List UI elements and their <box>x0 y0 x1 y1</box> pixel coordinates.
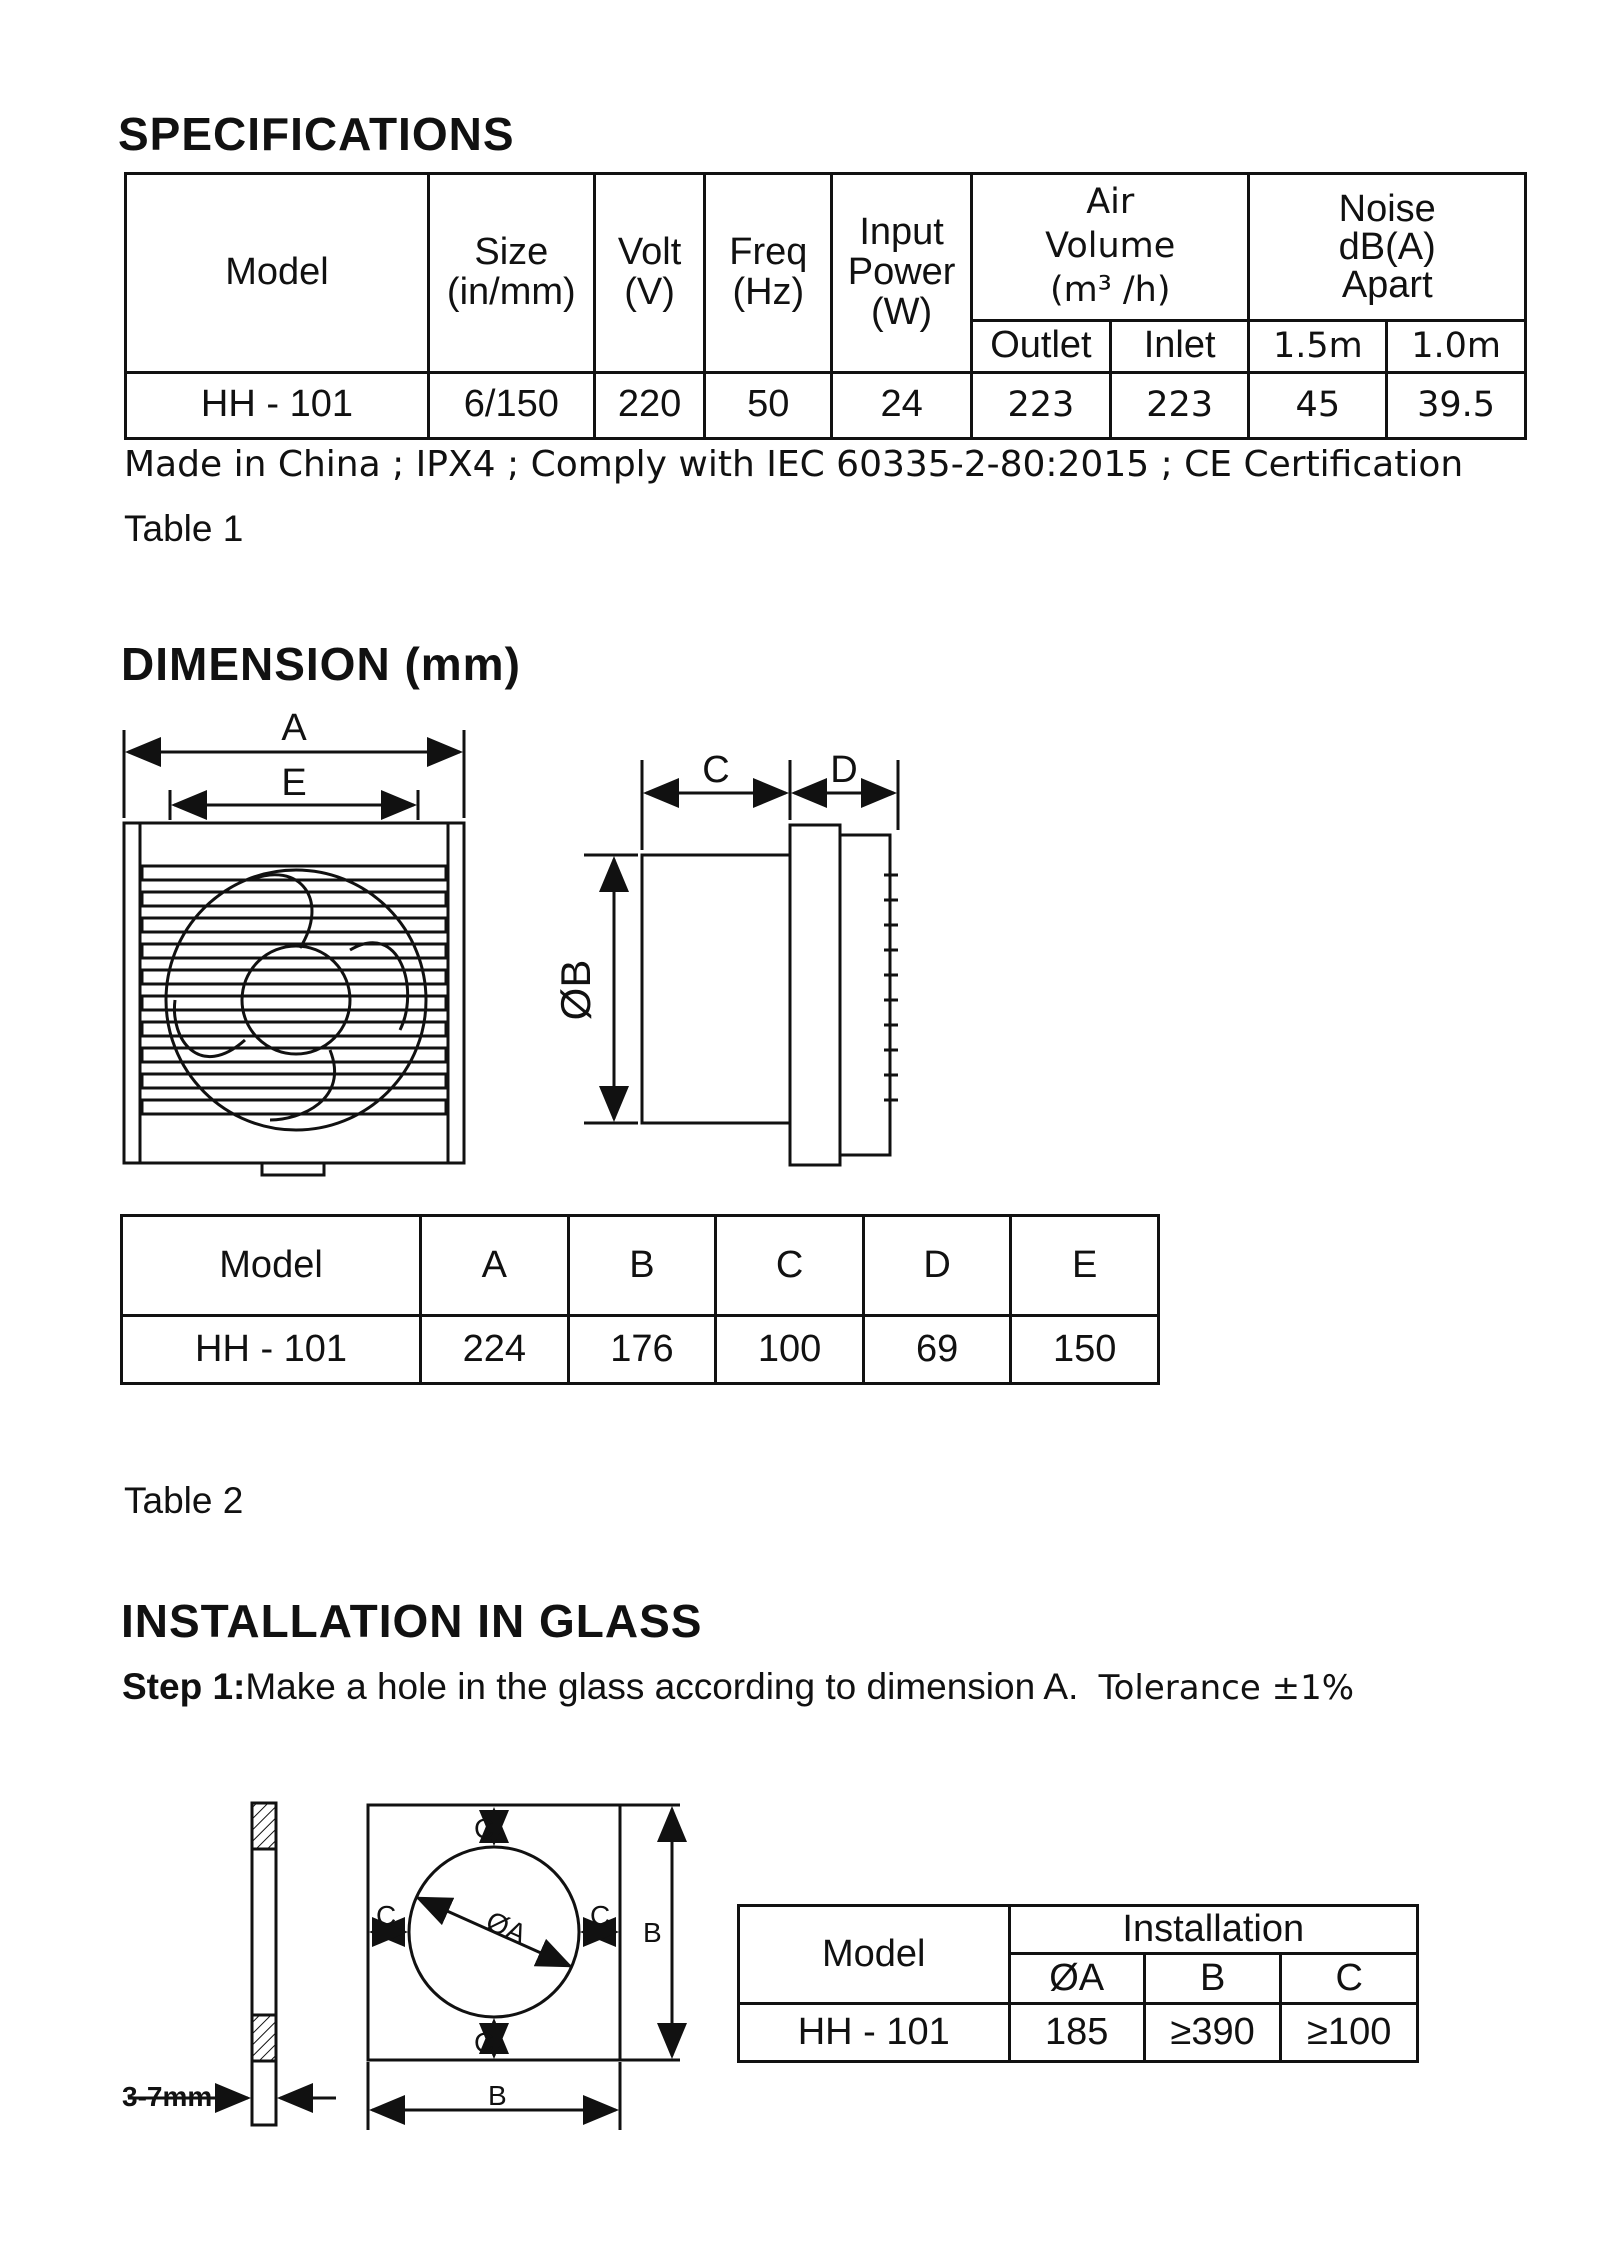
installation-diagram <box>0 1780 720 2150</box>
header-size: Size (in/mm) <box>428 174 594 373</box>
dimension-heading: DIMENSION (mm) <box>121 638 521 690</box>
dim-header-e: E <box>1011 1216 1159 1316</box>
header-air-volume: Air Volume (m³ /h) <box>972 174 1249 321</box>
inst-cell-c: ≥100 <box>1281 2004 1418 2062</box>
specifications-heading: SPECIFICATIONS <box>118 108 515 160</box>
label-a: A <box>281 707 307 749</box>
tolerance-text: Tolerance ±1% <box>1098 1668 1355 1708</box>
dim-header-c: C <box>716 1216 864 1316</box>
header-inlet: Inlet <box>1110 320 1249 372</box>
label-diameter-a: ØA <box>481 1905 532 1950</box>
installation-heading: INSTALLATION IN GLASS <box>121 1595 703 1647</box>
specifications-note: Made in China ; IPX4 ; Comply with IEC 60335-2-80:2015 ; CE Certification <box>124 444 1464 485</box>
label-diameter-b: ØB <box>552 959 599 1021</box>
cell-noise-1-5m: 45 <box>1249 372 1387 438</box>
table-row <box>122 1316 1159 1384</box>
glass-cross-section <box>252 1803 276 2125</box>
inst-cell-diameter-a: 185 <box>1009 2004 1144 2062</box>
step-1-text: Make a hole in the glass according to dimension A. <box>245 1666 1079 1707</box>
header-volt: Volt (V) <box>594 174 705 373</box>
dim-header-d: D <box>863 1216 1011 1316</box>
cell-size: 6/150 <box>428 372 594 438</box>
cell-freq: 50 <box>705 372 832 438</box>
header-freq: Freq (Hz) <box>705 174 832 373</box>
dimension-table <box>120 1214 1160 1385</box>
dim-cell-d: 69 <box>863 1316 1011 1384</box>
inst-header-diameter-a: ØA <box>1009 1954 1144 2004</box>
dimension-diagram <box>0 690 960 1190</box>
dim-header-model: Model <box>122 1216 421 1316</box>
inst-cell-model: HH - 101 <box>739 2004 1010 2062</box>
dim-cell-model: HH - 101 <box>122 1316 421 1384</box>
header-noise-1-5m: 1.5m <box>1249 320 1387 372</box>
cell-noise-1-0m: 39.5 <box>1387 372 1526 438</box>
inst-header-c: C <box>1281 1954 1418 2004</box>
label-c: C <box>702 749 730 791</box>
label-c-bottom: C <box>474 2027 495 2058</box>
installation-step-1 <box>122 1666 1354 1708</box>
dim-cell-b: 176 <box>568 1316 716 1384</box>
table-1-caption: Table 1 <box>124 508 244 549</box>
label-e: E <box>281 762 307 804</box>
step-1-label: Step 1: <box>122 1666 246 1707</box>
inst-header-b: B <box>1144 1954 1281 2004</box>
inst-header-group: Installation <box>1009 1906 1417 1954</box>
label-glass-thickness: 3-7mm <box>122 2081 213 2112</box>
dim-cell-e: 150 <box>1011 1316 1159 1384</box>
label-d: D <box>830 749 858 791</box>
header-noise-1-0m: 1.0m <box>1387 320 1526 372</box>
inst-cell-b: ≥390 <box>1144 2004 1281 2062</box>
header-noise: Noise dB(A) Apart <box>1249 174 1526 321</box>
cell-outlet: 223 <box>972 372 1111 438</box>
label-b-bottom: B <box>488 2080 507 2111</box>
header-outlet: Outlet <box>972 320 1111 372</box>
label-c-top: C <box>474 1813 495 1844</box>
dim-header-a: A <box>421 1216 569 1316</box>
header-input-power: Input Power (W) <box>832 174 972 373</box>
specifications-table <box>124 172 1527 440</box>
table-row <box>126 372 1526 438</box>
cell-power: 24 <box>832 372 972 438</box>
cell-inlet: 223 <box>1110 372 1249 438</box>
cell-volt: 220 <box>594 372 705 438</box>
side-view-body <box>642 855 790 1123</box>
table-2-caption: Table 2 <box>124 1480 244 1521</box>
inst-header-model: Model <box>739 1906 1010 2004</box>
fan-outline <box>166 870 426 1130</box>
label-b-right: B <box>643 1917 662 1948</box>
installation-table <box>737 1904 1419 2063</box>
dim-header-b: B <box>568 1216 716 1316</box>
header-model: Model <box>126 174 429 373</box>
dim-cell-c: 100 <box>716 1316 864 1384</box>
cell-model: HH - 101 <box>126 372 429 438</box>
label-c-left: C <box>376 1900 397 1931</box>
dim-cell-a: 224 <box>421 1316 569 1384</box>
table-row <box>739 2004 1418 2062</box>
front-view-frame <box>124 823 464 1163</box>
label-c-right: C <box>590 1900 611 1931</box>
